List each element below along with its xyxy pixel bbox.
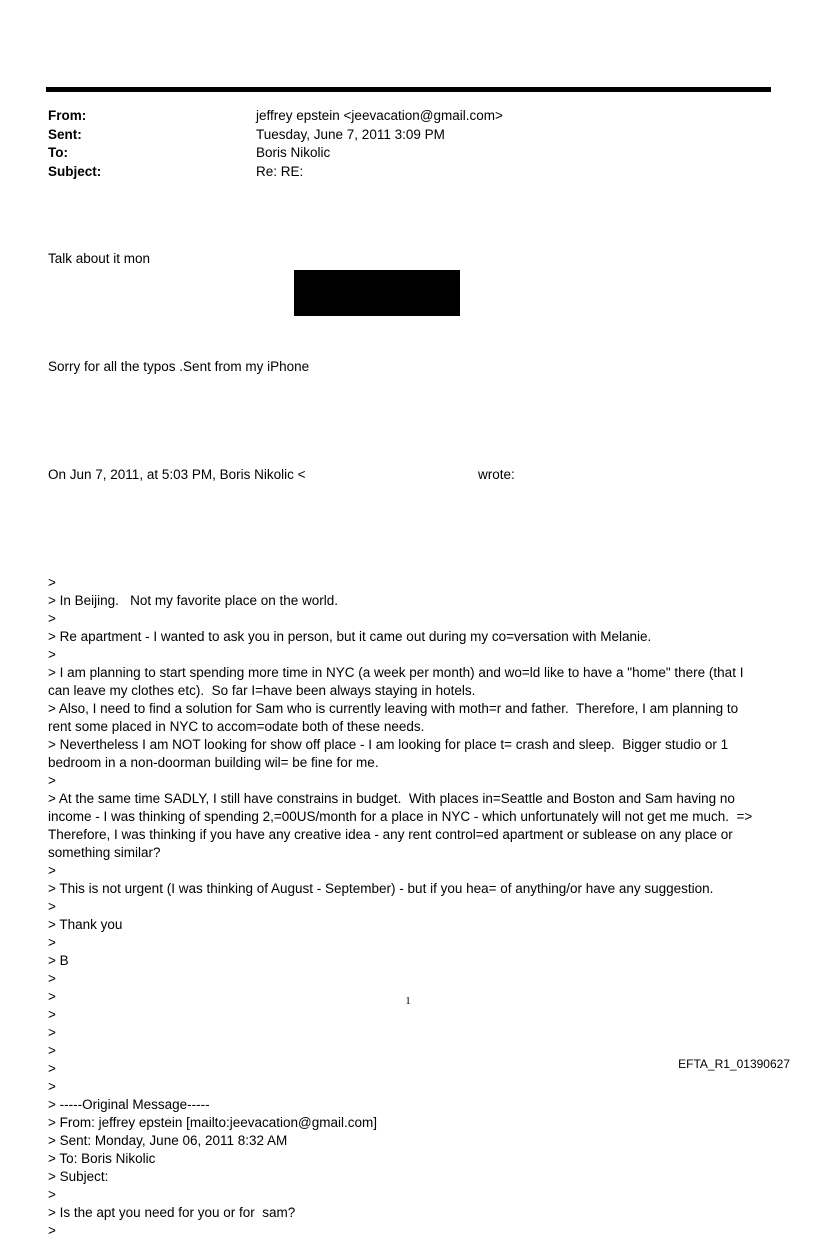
quoted-line: > (48, 647, 56, 662)
quoted-line: > (48, 971, 56, 986)
quoted-line: > (48, 575, 56, 590)
quoted-line: > -----Original Message----- (48, 1097, 210, 1112)
quoted-line: > This is not urgent (I was thinking of August - September) - but if you hea= of anything/or have any suggestion. (48, 881, 714, 896)
quoted-line: > (48, 1061, 56, 1076)
quoted-line: > I am planning to start spending more time in NYC (a week per month) and wo=ld like to have a "home" there (that I can leave my clothes etc). So far I=have been always staying in hotels. (48, 665, 748, 698)
quoted-line: > Also, I need to find a solution for Sam who is currently leaving with moth=r and father. Therefore, I am planning to rent some placed in NYC to accom=odate both of these needs. (48, 701, 742, 734)
email-body (48, 214, 764, 1258)
quoted-line: > Subject: (48, 1169, 109, 1184)
redaction-box (294, 270, 460, 316)
sent-value: Tuesday, June 7, 2011 3:09 PM (256, 126, 445, 142)
quote-intro-line: On Jun 7, 2011, at 5:03 PM, Boris Nikolic < wrote: (48, 467, 515, 482)
quoted-line: > At the same time SADLY, I still have constrains in budget. With places in=Seattle and Boston and Sam having no income - I was thinking of spending 2,=00US/month for a place in NYC - which unfortunately will not get me much. => Therefore, I was thinking if you have any creative idea - any rent control=ed apartment or sublease on any place or something similar? (48, 791, 756, 860)
quoted-line: > In Beijing. Not my favorite place on the world. (48, 593, 339, 608)
quoted-line: > Sent: Monday, June 06, 2011 8:32 AM (48, 1133, 288, 1148)
quoted-line: > (48, 1007, 56, 1022)
subject-row (48, 163, 748, 182)
quoted-line: > To: Boris Nikolic (48, 1151, 156, 1166)
blank-line (48, 520, 764, 538)
quoted-line: > (48, 773, 56, 788)
sent-row (48, 126, 748, 145)
quoted-line: > Thank you (48, 917, 123, 932)
quoted-line: > (48, 1223, 56, 1238)
quoted-line: > (48, 989, 56, 1004)
quoted-line: > (48, 1025, 56, 1040)
header-divider-rule (46, 87, 771, 92)
quoted-line: > Re apartment - I wanted to ask you in person, but it came out during my co=versation with Melanie. (48, 629, 652, 644)
quoted-message (48, 574, 764, 1240)
blank-line (48, 412, 764, 430)
quoted-line: > From: jeffrey epstein [mailto:jeevacation@gmail.com] (48, 1115, 377, 1130)
reply-line: Talk about it mon (48, 251, 151, 266)
sent-label: Sent: (48, 126, 82, 142)
from-label: From: (48, 108, 87, 123)
to-label: To: (48, 145, 68, 160)
to-row (48, 144, 748, 163)
quoted-line: > (48, 1079, 56, 1094)
quoted-line: > (48, 1043, 56, 1058)
quoted-line: > B (48, 953, 69, 968)
quoted-line: > Nevertheless I am NOT looking for show off place - I am looking for place t= crash and sleep. Bigger studio or 1 bedroom in a non-doorman building wil= be fine for me. (48, 737, 732, 770)
document-id: EFTA_R1_01390627 (678, 1057, 790, 1071)
page-number: 1 (405, 995, 411, 1007)
from-value: jeffrey epstein <jeevacation@gmail.com> (256, 108, 503, 123)
quoted-line: > (48, 611, 56, 626)
quoted-line: > (48, 899, 56, 914)
email-header (48, 107, 748, 181)
quoted-line: > (48, 935, 56, 950)
quoted-line: > (48, 863, 56, 878)
quoted-line: > Is the apt you need for you or for sam? (48, 1205, 296, 1220)
subject-value: Re: RE: (256, 163, 304, 179)
subject-label: Subject: (48, 163, 102, 179)
signature-line: Sorry for all the typos .Sent from my iPhone (48, 359, 310, 374)
quoted-line: > (48, 1187, 56, 1202)
to-value: Boris Nikolic (256, 145, 331, 160)
from-row (48, 107, 748, 126)
